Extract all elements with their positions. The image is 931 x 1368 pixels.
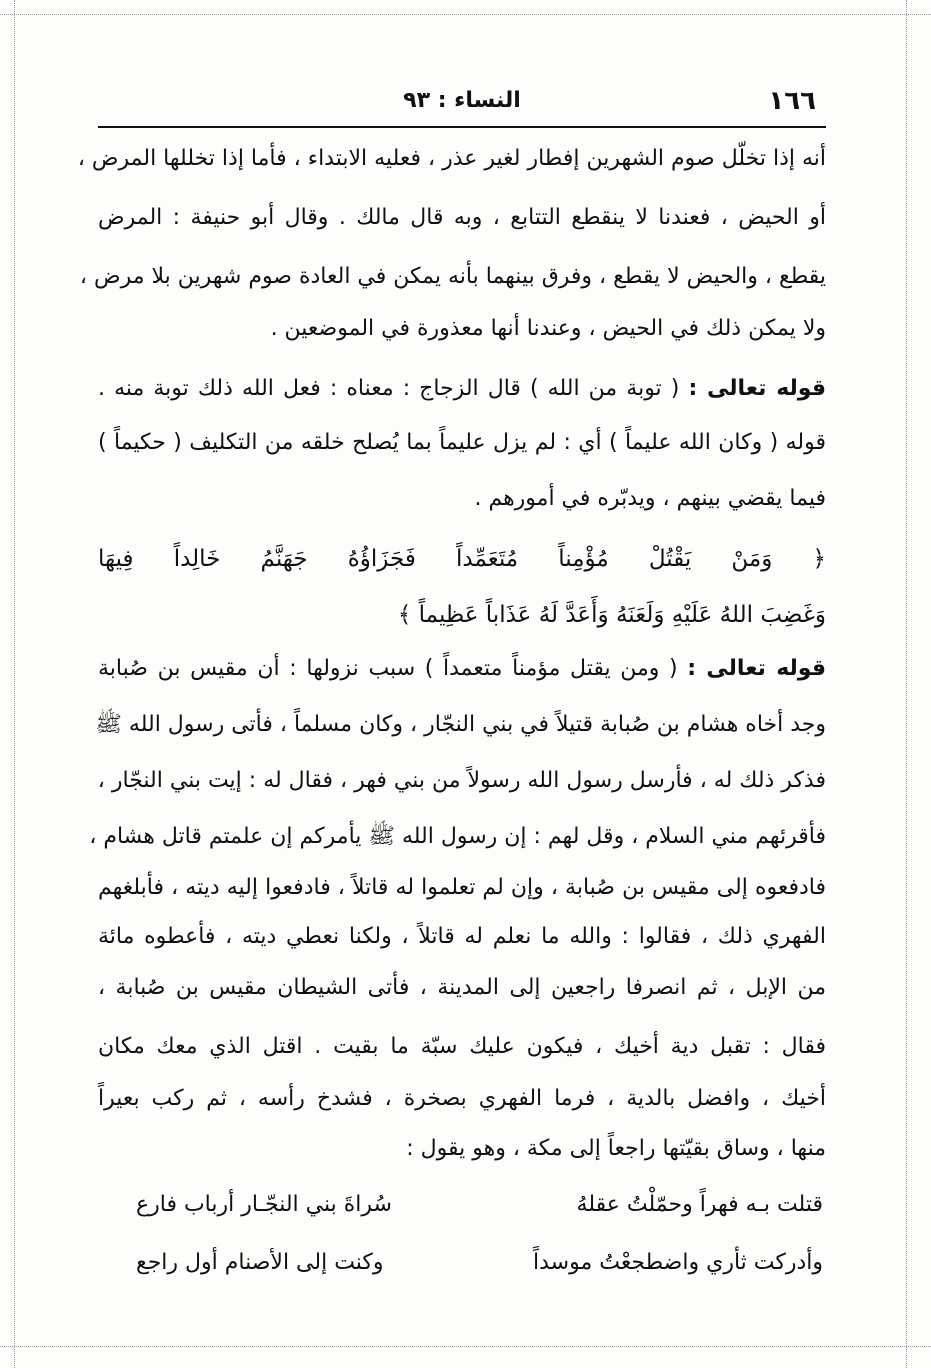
poem-hemistich-left: سُراةَ بني النجّـار أرباب فارع — [136, 1192, 392, 1217]
poem-hemistich-right: وأدركت ثأري واضطجعْتُ موسداً — [532, 1250, 823, 1275]
page-number: ١٦٦ — [768, 86, 816, 116]
body-line: فيما يقضي بينهم ، ويدبّره في أمورهم . — [474, 486, 826, 511]
body-line: وجد أخاه هشام بن صُبابة قتيلاً في بني النجّار ، وكان مسلماً ، فأتى رسول الله ﷺ — [95, 712, 826, 737]
body-line: فقال : تقبل دية أخيك ، فيكون عليك سبّة ما بقيت . اقتل الذي معك مكان — [98, 1034, 826, 1059]
body-line: الفهري ذلك ، فقالوا : والله ما نعلم له قاتلاً ، ولكنا نعطي ديته ، فأعطوه مائة — [98, 924, 826, 949]
scan-guide-line — [14, 0, 15, 1368]
quran-verse-line: ﴿ وَمَنْ يَقْتُلْ مُؤْمِناً مُتَعَمِّداً فَجَزَاؤُهُ جَهَنَّمُ خَالِداً فِيهَا — [98, 546, 826, 572]
lead-phrase: قوله تعالى : — [688, 376, 826, 401]
body-line: أخيك ، وافضل بالدية ، فرما الفهري بصخرة ، فشدخ رأسه ، ثم ركب بعيراً — [98, 1086, 826, 1111]
poem-hemistich-right: قتلت بـه فهراً وحمّلْتُ عقلهُ — [576, 1192, 823, 1217]
header-rule — [98, 126, 826, 128]
poem-hemistich-left: وكنت إلى الأصنام أول راجع — [136, 1250, 384, 1275]
body-line: أنه إذا تخلّل صوم الشهرين إفطار لغير عذر ، فعليه الابتداء ، فأما إذا تخللها المرض ، — [77, 146, 826, 171]
body-line: قوله ( وكان الله عليماً ) أي : لم يزل عليماً بما يُصلح خلقه من التكليف ( حكيماً ) — [98, 430, 826, 455]
scan-guide-line — [906, 0, 907, 1368]
page-header — [98, 86, 826, 122]
quran-verse-line: وَغَضِبَ اللهُ عَلَيْهِ وَلَعَنَهُ وَأَعَدَّ لَهُ عَذَاباً عَظِيماً ﴾ — [397, 602, 826, 628]
body-line — [98, 374, 826, 404]
body-line: أو الحيض ، فعندنا لا ينقطع التتابع ، وبه قال مالك . وقال أبو حنيفة : المرض — [98, 205, 826, 230]
body-line: من الإبل ، ثم انصرفا راجعين إلى المدينة ، فأتى الشيطان مقيس بن صُبابة ، — [98, 975, 826, 1000]
body-line — [98, 654, 826, 684]
body-line: منها ، وساق بقيّتها راجعاً إلى مكة ، وهو يقول : — [406, 1136, 826, 1161]
body-line: يقطع ، والحيض لا يقطع ، وفرق بينهما بأنه يمكن في العادة صوم شهرين بلا مرض ، — [79, 264, 826, 289]
body-line: ولا يمكن ذلك في الحيض ، وعندنا أنها معذورة في الموضعين . — [270, 316, 826, 341]
body-line: فذكر ذلك له ، فأرسل رسول الله رسولاً من بني فهر ، فقال له : إيت بني النجّار ، — [97, 768, 826, 793]
scan-guide-line — [0, 14, 931, 15]
body-line: فادفعوه إلى مقيس بن صُبابة ، وإن لم تعلموا له قاتلاً ، فادفعوا إليه ديته ، فأبلغهم — [98, 875, 826, 900]
body-text: ( ومن يقتل مؤمناً متعمداً ) سبب نزولها : أن مقيس بن صُبابة — [98, 656, 678, 681]
lead-phrase: قوله تعالى : — [687, 656, 826, 681]
running-head: النساء : ٩٣ — [403, 88, 521, 113]
scan-guide-line — [0, 1346, 931, 1347]
body-text: ( توبة من الله ) قال الزجاج : معناه : فعل الله ذلك توبة منه . — [98, 376, 680, 401]
body-line: فأقرئهم مني السلام ، وقل لهم : إن رسول الله ﷺ يأمركم إن علمتم قاتل هشام ، — [89, 824, 826, 849]
